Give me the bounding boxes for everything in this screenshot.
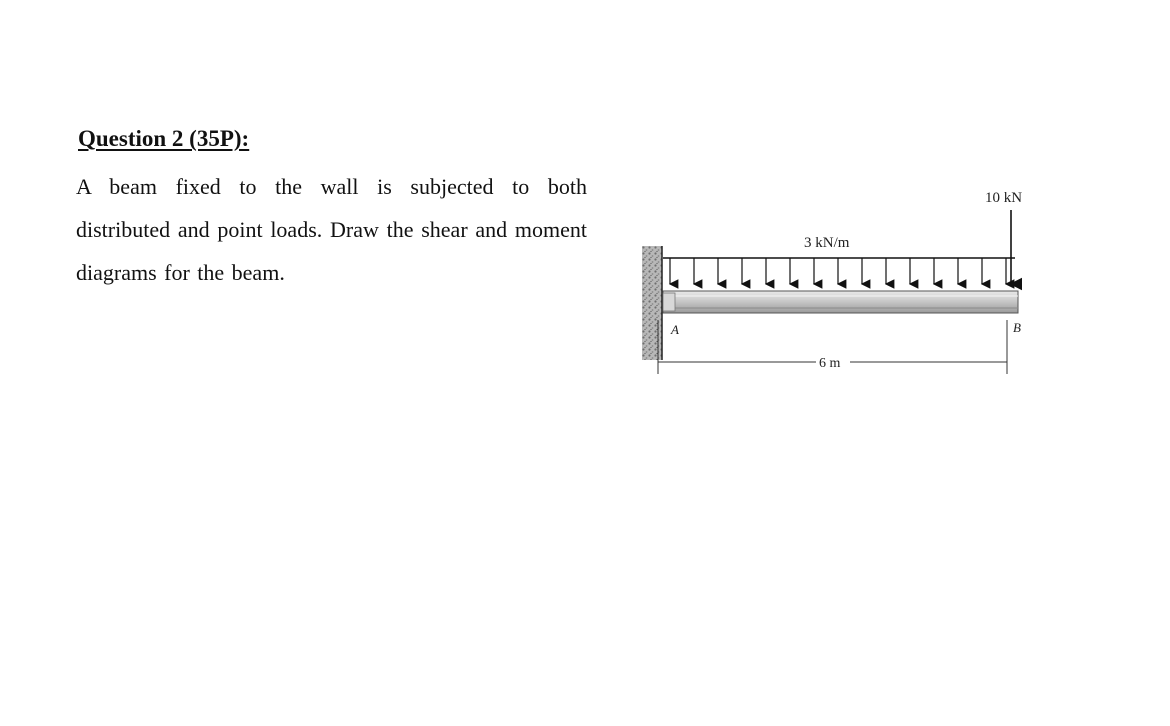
question-title: Question 2 (35P): [78, 126, 250, 151]
point-load-label: 10 kN [985, 190, 1023, 206]
beam-connection-plate [663, 293, 675, 311]
beam [663, 291, 1018, 313]
length-label: 6 m [819, 356, 841, 371]
distributed-load-arrows [670, 258, 1006, 284]
distributed-load-label: 3 kN/m [804, 235, 850, 251]
end-label-b: B [1013, 320, 1021, 335]
support-label-a: A [671, 322, 679, 337]
question-text: A beam fixed to the wall is subjected to both distributed and point loads. Draw the shear and moment diagrams for the beam. [76, 174, 587, 285]
fixed-wall [642, 246, 662, 360]
beam-figure [630, 180, 1050, 380]
